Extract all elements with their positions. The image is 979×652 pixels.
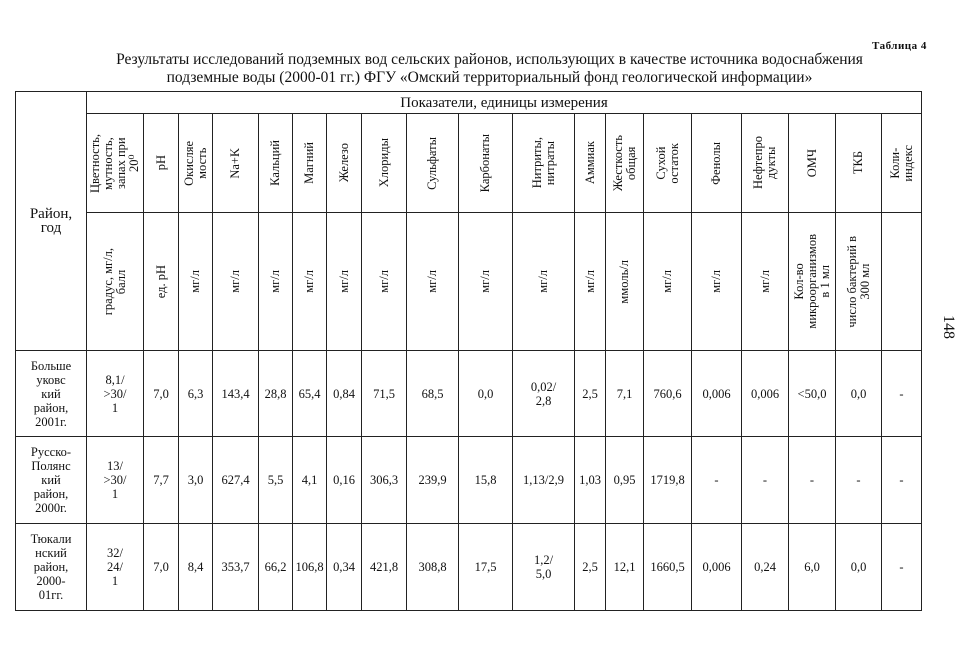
value-cell: 7,1	[606, 351, 644, 437]
unit-label: Кол-во микроорганизмов в 1 мл	[791, 234, 832, 329]
value-cell: -	[882, 524, 922, 611]
indicator-name: Na+K	[228, 147, 242, 179]
value-cell: -	[692, 437, 742, 524]
indicator-header	[327, 114, 362, 213]
indicator-header	[144, 114, 179, 213]
unit-label: мг/л	[425, 270, 439, 293]
value-cell: 2,5	[575, 524, 606, 611]
unit-label: мг/л	[536, 270, 550, 293]
indicator-header	[606, 114, 644, 213]
value-cell: 0,0	[459, 351, 513, 437]
unit-label: мг/л	[709, 270, 723, 293]
page-number: 148	[940, 315, 957, 339]
unit-header	[293, 213, 327, 351]
unit-label: мг/л	[268, 270, 282, 293]
value-cell: 1,2/ 5,0	[513, 524, 575, 611]
value-cell: 0,006	[692, 524, 742, 611]
value-cell: 0,0	[836, 524, 882, 611]
unit-header	[575, 213, 606, 351]
value-cell: 6,0	[789, 524, 836, 611]
indicator-name: Сухой остаток	[653, 142, 681, 184]
indicator-name: Карбонаты	[478, 133, 492, 193]
value-cell: 1660,5	[644, 524, 692, 611]
value-cell: 8,1/ >30/ 1	[87, 351, 144, 437]
indicator-header	[692, 114, 742, 213]
region-cell: Русско- Полянс кий район, 2000г.	[16, 437, 87, 524]
value-cell: 760,6	[644, 351, 692, 437]
unit-label: мг/л	[582, 270, 597, 293]
indicator-header	[213, 114, 259, 213]
value-cell: 7,0	[144, 524, 179, 611]
value-cell: 3,0	[179, 437, 213, 524]
value-cell: 7,0	[144, 351, 179, 437]
indicator-name: Коли- индекс	[887, 144, 915, 182]
unit-label: мг/л	[336, 270, 351, 293]
results-table	[15, 91, 922, 611]
value-cell: 17,5	[459, 524, 513, 611]
indicator-name: ТКБ	[851, 151, 865, 175]
unit-header	[882, 213, 922, 351]
value-cell: 32/ 24/ 1	[87, 524, 144, 611]
title-line-1: Результаты исследований подземных вод сельских районов, использующих в качестве источника водоснабжения	[116, 51, 863, 68]
value-cell: 8,4	[179, 524, 213, 611]
value-cell: 306,3	[362, 437, 407, 524]
value-cell: 106,8	[293, 524, 327, 611]
value-cell: 143,4	[213, 351, 259, 437]
value-cell: -	[742, 437, 789, 524]
row-header-label: Район, год	[29, 206, 73, 236]
unit-label: ммоль/л	[617, 259, 631, 304]
row-header-cell	[16, 92, 87, 351]
unit-header	[742, 213, 789, 351]
value-cell: 28,8	[259, 351, 293, 437]
indicator-name: Нефтепро дукты	[751, 136, 778, 190]
unit-label: мг/л	[660, 270, 674, 293]
unit-header	[362, 213, 407, 351]
indicators-group-header: Показатели, единицы измерения	[87, 92, 922, 114]
value-cell: -	[882, 351, 922, 437]
unit-header	[327, 213, 362, 351]
region-cell: Больше уковс кий район, 2001г.	[16, 351, 87, 437]
indicator-header	[87, 114, 144, 213]
unit-label: градус, мг/л, балл	[101, 247, 128, 316]
unit-header	[407, 213, 459, 351]
unit-label: мг/л	[478, 270, 492, 293]
value-cell: 0,34	[327, 524, 362, 611]
unit-header	[836, 213, 882, 351]
indicator-header	[259, 114, 293, 213]
region-cell: Тюкали нский район, 2000- 01гг.	[16, 524, 87, 611]
title-line-2: подземные воды (2000-01 гг.) ФГУ «Омский территориальный фонд геологической информации»	[166, 69, 813, 86]
unit-header	[459, 213, 513, 351]
unit-header	[144, 213, 179, 351]
table-row	[16, 437, 922, 524]
value-cell: 0,006	[692, 351, 742, 437]
indicator-header	[459, 114, 513, 213]
unit-label: мг/л	[302, 270, 316, 293]
value-cell: 0,84	[327, 351, 362, 437]
indicator-name: Фенолы	[709, 141, 723, 185]
unit-header	[606, 213, 644, 351]
unit-header	[513, 213, 575, 351]
unit-header	[789, 213, 836, 351]
indicator-header	[513, 114, 575, 213]
indicator-header	[644, 114, 692, 213]
table-title	[0, 51, 979, 87]
value-cell: 0,0	[836, 351, 882, 437]
value-cell: <50,0	[789, 351, 836, 437]
unit-label: мг/л	[376, 270, 391, 293]
table-number: Таблица 4	[872, 40, 927, 52]
indicator-name: Аммиак	[582, 141, 597, 185]
value-cell: 12,1	[606, 524, 644, 611]
indicator-header	[575, 114, 606, 213]
indicator-name: Хлориды	[376, 138, 391, 188]
value-cell: 68,5	[407, 351, 459, 437]
unit-header	[179, 213, 213, 351]
value-cell: 627,4	[213, 437, 259, 524]
value-cell: -	[789, 437, 836, 524]
indicator-header	[836, 114, 882, 213]
indicator-header	[179, 114, 213, 213]
value-cell: 71,5	[362, 351, 407, 437]
indicator-name: Железо	[336, 143, 351, 183]
indicator-name: Окисляе мость	[181, 140, 209, 186]
table-row	[16, 524, 922, 611]
value-cell: 0,95	[606, 437, 644, 524]
value-cell: 6,3	[179, 351, 213, 437]
unit-header	[692, 213, 742, 351]
indicator-header	[789, 114, 836, 213]
table-row	[16, 351, 922, 437]
value-cell: 1,03	[575, 437, 606, 524]
value-cell: 2,5	[575, 351, 606, 437]
value-cell: 0,006	[742, 351, 789, 437]
unit-header	[213, 213, 259, 351]
indicator-name: Нитриты, нитраты	[529, 137, 557, 189]
value-cell: 0,16	[327, 437, 362, 524]
value-cell: 13/ >30/ 1	[87, 437, 144, 524]
unit-header	[87, 213, 144, 351]
unit-header	[259, 213, 293, 351]
value-cell: 0,02/ 2,8	[513, 351, 575, 437]
indicator-name: Магний	[302, 142, 316, 184]
value-cell: 7,7	[144, 437, 179, 524]
indicator-name: Кальций	[268, 140, 282, 186]
value-cell: 1,13/2,9	[513, 437, 575, 524]
value-cell: 0,24	[742, 524, 789, 611]
indicator-name: Цветность, мутность, запах при 20⁰	[88, 133, 141, 193]
value-cell: -	[882, 437, 922, 524]
value-cell: 66,2	[259, 524, 293, 611]
value-cell: 353,7	[213, 524, 259, 611]
value-cell: -	[836, 437, 882, 524]
value-cell: 308,8	[407, 524, 459, 611]
indicator-header	[742, 114, 789, 213]
indicator-name: Сульфаты	[425, 136, 439, 190]
value-cell: 239,9	[407, 437, 459, 524]
value-cell: 65,4	[293, 351, 327, 437]
unit-header	[644, 213, 692, 351]
value-cell: 15,8	[459, 437, 513, 524]
value-cell: 421,8	[362, 524, 407, 611]
indicator-header	[293, 114, 327, 213]
indicator-name: ОМЧ	[804, 148, 819, 178]
value-cell: 1719,8	[644, 437, 692, 524]
unit-label: ед. pH	[153, 264, 168, 299]
indicator-name: pH	[153, 155, 168, 171]
indicator-header	[882, 114, 922, 213]
unit-label: число бактерий в 300 мл	[844, 235, 872, 328]
value-cell: 5,5	[259, 437, 293, 524]
unit-label: мг/л	[188, 270, 202, 293]
unit-label: мг/л	[757, 270, 772, 293]
indicator-header	[407, 114, 459, 213]
unit-label: мг/л	[228, 270, 242, 293]
indicator-header	[362, 114, 407, 213]
value-cell: 4,1	[293, 437, 327, 524]
indicator-name: Жесткость общая	[610, 134, 638, 192]
